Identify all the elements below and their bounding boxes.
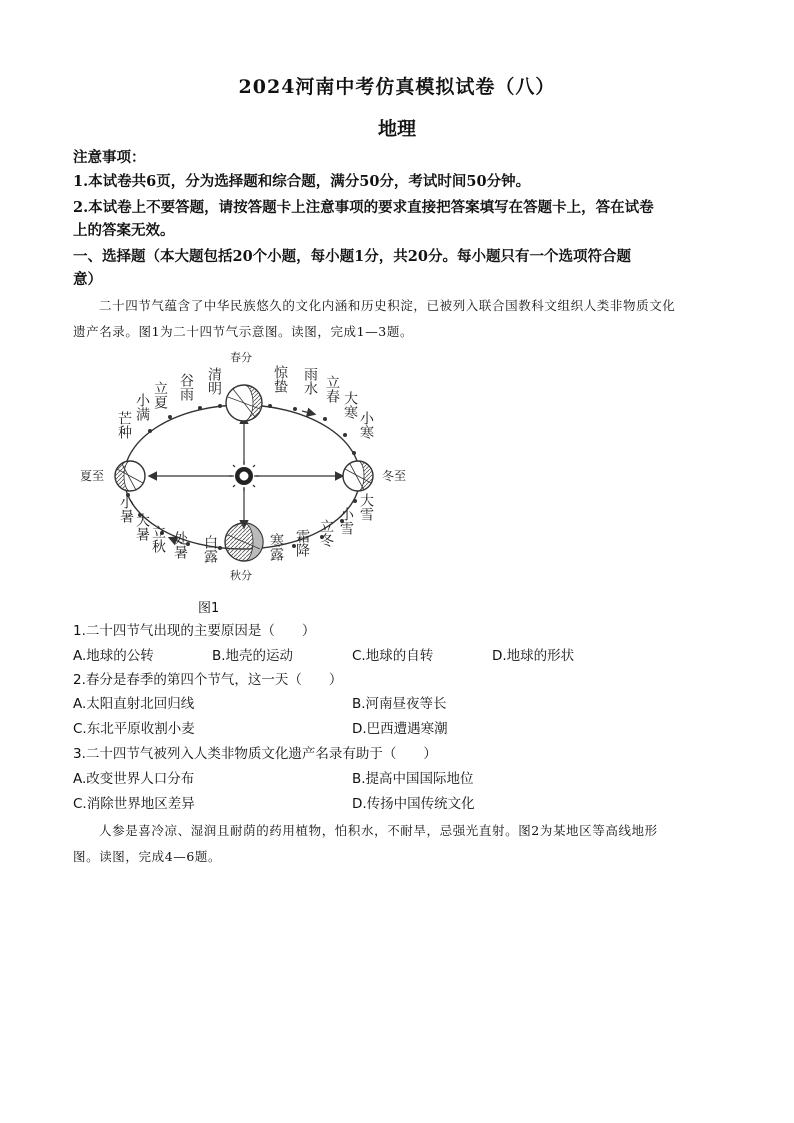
section-1-heading-line-2: 意） — [73, 271, 102, 288]
earth-chunfen-icon — [226, 385, 262, 421]
label-yushui: 雨水 — [302, 367, 318, 395]
question-1-option-b[interactable]: B.地壳的运动 — [212, 648, 294, 664]
section-1-heading-line-1: 一、选择题（本大题包括20个小题，每小题1分，共20分。每小题只有一个选项符合题 — [73, 248, 631, 265]
earth-qiufen-icon — [225, 523, 263, 561]
question-1-stem: 1.二十四节气出现的主要原因是（ ） — [73, 623, 316, 639]
notice-item-2-line-1: 2.本试卷上不要答题，请按答题卡上注意事项的要求直接把答案填写在答题卡上，答在试卷 — [73, 199, 654, 216]
passage-1 — [73, 293, 723, 345]
question-2-stem: 2.春分是春季的第四个节气，这一天（ ） — [73, 672, 343, 688]
passage-1-line-1: 二十四节气蕴含了中华民族悠久的文化内涵和历史积淀，已被列入联合国教科文组织人类非物质文化 — [99, 298, 676, 313]
earth-xiazhi-icon — [115, 461, 145, 491]
label-chunfen: 春分 — [230, 351, 252, 364]
passage-1-line-2: 遗产名录。图1为二十四节气示意图。读图，完成1—3题。 — [73, 324, 414, 339]
question-2-option-b[interactable]: B.河南昼夜等长 — [352, 696, 447, 712]
question-3-option-b[interactable]: B.提高中国国际地位 — [352, 771, 474, 787]
passage-2 — [73, 818, 723, 870]
question-2-option-d[interactable]: D.巴西遭遇寒潮 — [352, 721, 448, 737]
label-shuangjiang: 霜降 — [294, 529, 310, 557]
passage-2-line-2: 图。读图，完成4—6题。 — [73, 849, 222, 864]
label-lixia: 立夏 — [152, 381, 168, 409]
question-3-option-a[interactable]: A.改变世界人口分布 — [73, 771, 195, 787]
label-chushu: 处暑 — [172, 531, 188, 559]
label-hanlu: 寒露 — [268, 533, 284, 561]
question-2-option-a[interactable]: A.太阳直射北回归线 — [73, 696, 195, 712]
solar-terms-diagram — [70, 345, 430, 625]
label-mangzhong: 芒种 — [116, 411, 132, 439]
question-3-option-d[interactable]: D.传扬中国传统文化 — [352, 796, 475, 812]
label-xiaoman: 小满 — [134, 393, 150, 421]
exam-title: 2024河南中考仿真模拟试卷（八） — [238, 76, 556, 98]
label-daxue: 大雪 — [358, 493, 374, 521]
question-3-stem: 3.二十四节气被列入人类非物质文化遗产名录有助于（ ） — [73, 746, 437, 762]
notice-item-1: 1.本试卷共6页，分为选择题和综合题，满分50分，考试时间50分钟。 — [73, 173, 531, 190]
subject-title: 地理 — [377, 118, 416, 140]
label-xiaoshu: 小暑 — [118, 495, 134, 523]
label-qingming: 清明 — [206, 367, 222, 395]
label-dongzhi: 冬至 — [382, 469, 407, 483]
figure-1-caption: 图1 — [198, 601, 220, 616]
label-guyu: 谷雨 — [178, 373, 194, 401]
passage-2-line-1: 人参是喜冷凉、湿润且耐荫的药用植物，怕积水，不耐旱，忌强光直射。图2为某地区等高线地形 — [99, 823, 658, 838]
question-1-option-d[interactable]: D.地球的形状 — [492, 648, 575, 664]
notice-heading: 注意事项： — [73, 149, 146, 166]
label-jingzhe: 惊蛰 — [272, 365, 288, 393]
question-1-option-a[interactable]: A.地球的公转 — [73, 648, 154, 664]
earth-dongzhi-icon — [343, 461, 373, 491]
label-qiufen: 秋分 — [230, 569, 252, 582]
label-liqiu: 立秋 — [150, 525, 166, 553]
label-xiazhi: 夏至 — [80, 469, 105, 483]
label-xiaohan: 小寒 — [358, 411, 374, 439]
orbit-direction-arrow-top — [302, 411, 314, 414]
question-1-option-c[interactable]: C.地球的自转 — [352, 648, 434, 664]
question-3-option-c[interactable]: C.消除世界地区差异 — [73, 796, 195, 812]
label-bailu: 白露 — [202, 535, 218, 563]
label-lichun: 立春 — [324, 375, 340, 403]
notice-item-2-line-2: 上的答案无效。 — [73, 222, 175, 239]
label-xiaoxue: 小雪 — [338, 507, 354, 535]
question-2-option-c[interactable]: C.东北平原收割小麦 — [73, 721, 195, 737]
label-dahan: 大寒 — [342, 391, 358, 419]
label-lidong: 立冬 — [318, 519, 334, 547]
label-dashu: 大暑 — [134, 513, 150, 541]
